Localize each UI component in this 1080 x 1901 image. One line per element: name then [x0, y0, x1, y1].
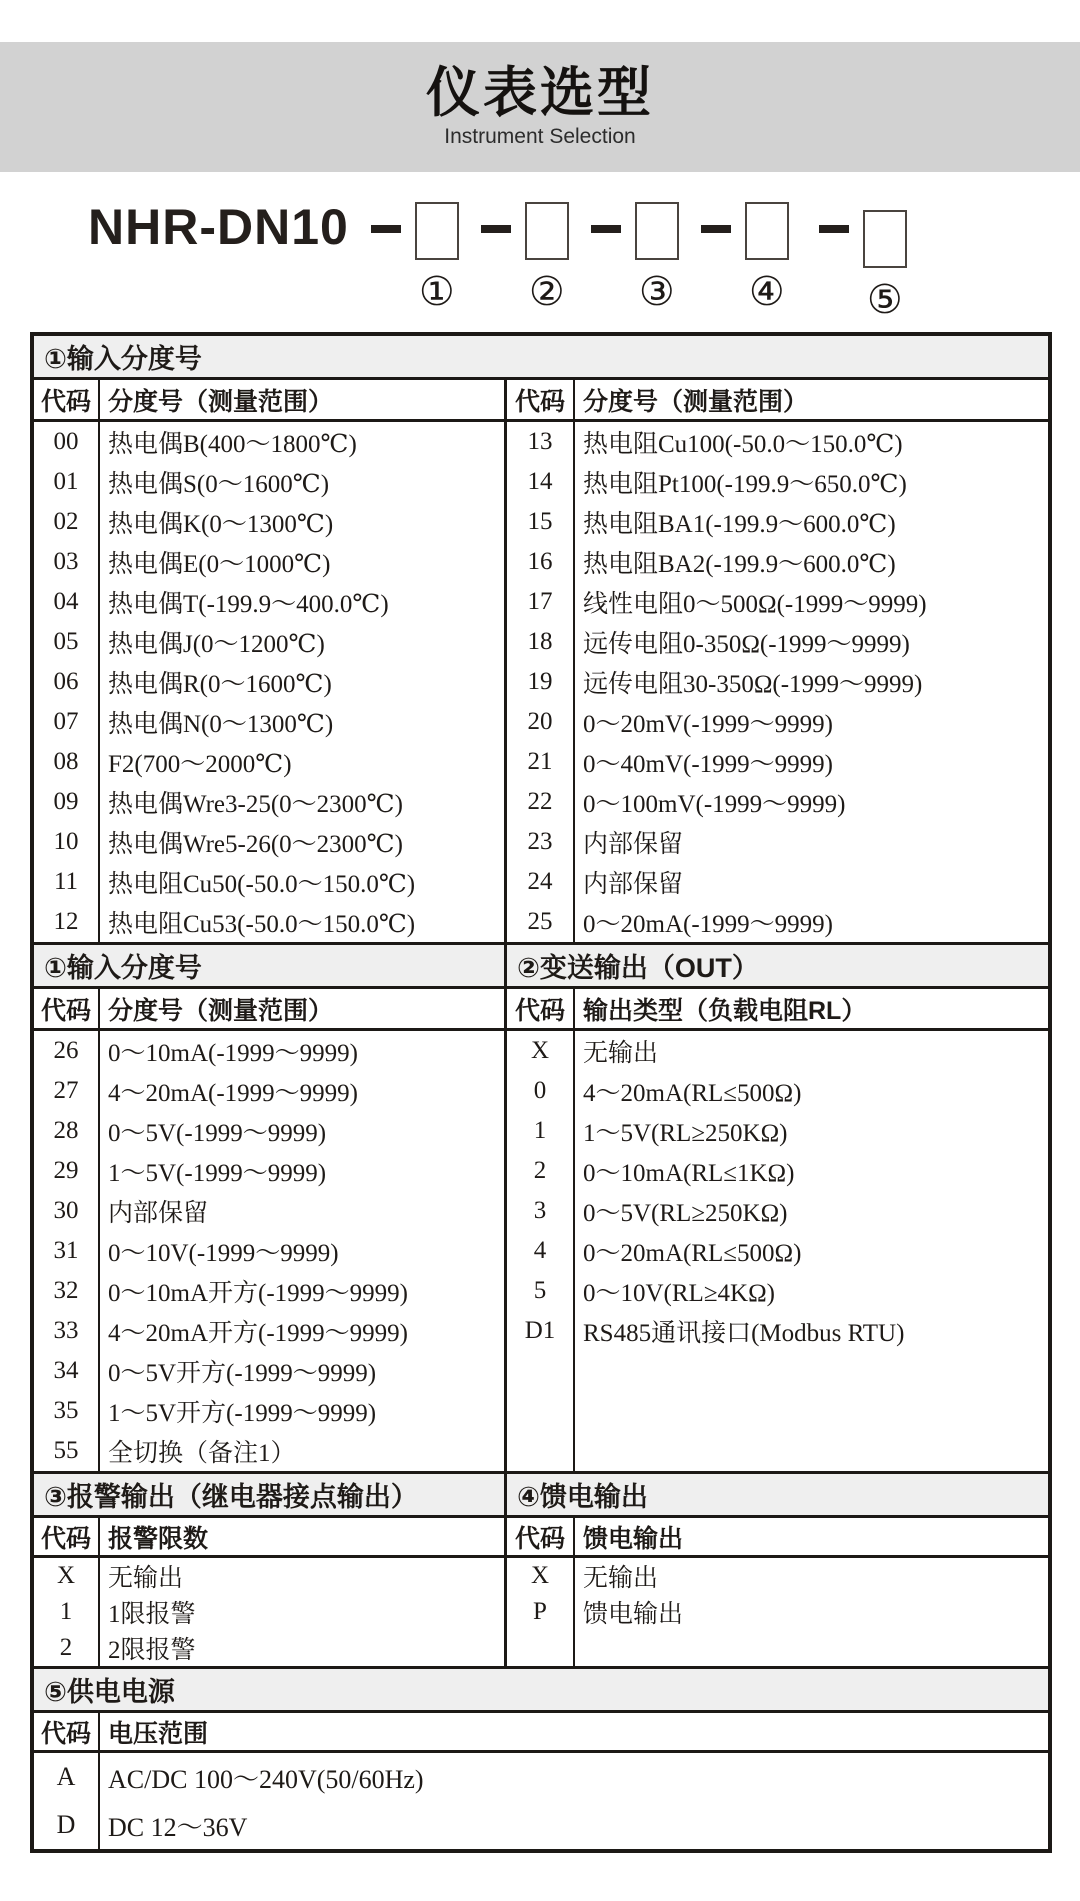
code-cell: 02: [53, 508, 79, 535]
desc-cell: 内部保留: [108, 1200, 209, 1227]
table-row: [34, 902, 504, 942]
dash-separator: [591, 225, 621, 233]
code-cell: D: [56, 1810, 76, 1839]
desc-cell: 全切换（备注1）: [108, 1440, 296, 1467]
table-row: [34, 1071, 504, 1111]
position-number: ①: [418, 269, 455, 315]
dash-separator: [701, 225, 731, 233]
table-row: [34, 1801, 1048, 1849]
desc-cell: RS485通讯接口(Modbus RTU): [583, 1320, 905, 1347]
section3-header-band: [34, 1474, 1048, 1518]
desc-cell: 0～5V(-1999～9999): [108, 1120, 327, 1147]
desc-cell: F2(700～2000℃): [108, 751, 292, 778]
column-divider: [573, 380, 575, 942]
code-cell: 1: [59, 1598, 73, 1625]
model-prefix: NHR-DN10: [88, 199, 349, 255]
table-row: [507, 1071, 1048, 1111]
dash-separator: [481, 225, 511, 233]
desc-cell: 0～20mA(RL≤500Ω): [583, 1240, 802, 1267]
section2-left-title: ①输入分度号: [34, 945, 507, 986]
desc-cell: 热电阻Cu100(-50.0～150.0℃): [583, 431, 903, 458]
model-position: [803, 198, 907, 323]
code-cell: 5: [533, 1277, 547, 1304]
column-header-row: [34, 380, 504, 422]
selection-table: [30, 332, 1052, 1853]
section3-right-title: ④馈电输出: [517, 1482, 648, 1512]
table-row: [507, 1191, 1048, 1231]
desc-cell: 馈电输出: [583, 1601, 684, 1628]
code-cell: 26: [53, 1037, 79, 1064]
table-row: [34, 1753, 1048, 1801]
code-cell: 0: [533, 1077, 547, 1104]
section3-left-half: [34, 1518, 507, 1666]
code-cell: 33: [53, 1317, 79, 1344]
table-row: [507, 622, 1048, 662]
section2-left-rows: [34, 1031, 504, 1471]
desc-cell: 2限报警: [108, 1637, 196, 1664]
code-cell: 27: [53, 1077, 79, 1104]
desc-cell: 0～10V(RL≥4KΩ): [583, 1280, 776, 1307]
model-position: [355, 198, 459, 315]
table-row: [34, 1351, 504, 1391]
code-cell: 09: [53, 788, 79, 815]
desc-column-header: 分度号（测量范围）: [108, 996, 334, 1025]
desc-cell: 1～5V开方(-1999～9999): [108, 1400, 377, 1427]
table-row: [34, 862, 504, 902]
desc-column-header: 馈电输出: [583, 1524, 684, 1553]
code-cell: X: [530, 1562, 550, 1589]
code-cell: 12: [53, 908, 79, 935]
model-code-box: [863, 210, 907, 268]
desc-cell: 热电偶J(0～1200℃): [108, 631, 325, 658]
code-column-header: 代码: [40, 1719, 91, 1748]
code-cell: 22: [527, 788, 553, 815]
table-row: [507, 902, 1048, 942]
table-row: [34, 1151, 504, 1191]
code-cell: 34: [53, 1357, 79, 1384]
column-divider: [98, 1518, 100, 1666]
desc-cell: 热电偶Wre3-25(0～2300℃): [108, 791, 403, 818]
code-cell: X: [530, 1037, 550, 1064]
desc-cell: 内部保留: [583, 831, 684, 858]
page-title: 仪表选型: [426, 63, 654, 124]
desc-cell: 无输出: [108, 1565, 184, 1592]
model-code-box: [525, 202, 569, 260]
section5-rows: [34, 1753, 1048, 1849]
desc-cell: 4～20mA(-1999～9999): [108, 1080, 358, 1107]
code-column-header: 代码: [514, 996, 565, 1025]
table-row: [507, 462, 1048, 502]
desc-cell: 热电偶E(0～1000℃): [108, 551, 331, 578]
model-position: [685, 198, 789, 315]
section1-right-half: [507, 380, 1048, 942]
desc-cell: 0～10mA(-1999～9999): [108, 1040, 358, 1067]
desc-cell: 1～5V(RL≥250KΩ): [583, 1120, 788, 1147]
table-row: [34, 1558, 504, 1594]
table-row: [507, 422, 1048, 462]
desc-column-header: 分度号（测量范围）: [108, 387, 334, 416]
code-cell: 16: [527, 548, 553, 575]
code-cell: 3: [533, 1197, 547, 1224]
code-cell: 05: [53, 628, 79, 655]
desc-cell: DC 12～36V: [108, 1812, 248, 1842]
section2-body: [34, 989, 1048, 1471]
desc-cell: 远传电阻0-350Ω(-1999～9999): [583, 631, 910, 658]
code-cell: 18: [527, 628, 553, 655]
table-row: [507, 1311, 1048, 1351]
column-header-row: [507, 1518, 1048, 1558]
desc-cell: 热电偶K(0～1300℃): [108, 511, 334, 538]
section5-full-width: [34, 1713, 1048, 1849]
desc-cell: 4～20mA开方(-1999～9999): [108, 1320, 408, 1347]
column-divider: [573, 1518, 575, 1666]
desc-cell: 热电偶S(0～1600℃): [108, 471, 330, 498]
code-cell: A: [56, 1762, 76, 1791]
desc-column-header: 电压范围: [108, 1719, 209, 1748]
model-positions: [349, 198, 907, 323]
table-row: [34, 822, 504, 862]
code-cell: 01: [53, 468, 79, 495]
table-row: [507, 1594, 1048, 1630]
table-row: [507, 1558, 1048, 1594]
code-cell: 04: [53, 588, 79, 615]
column-header-row: [507, 989, 1048, 1031]
code-cell: 4: [533, 1237, 547, 1264]
section2-right-rows: [507, 1031, 1048, 1351]
desc-cell: 热电偶N(0～1300℃): [108, 711, 334, 738]
code-cell: 29: [53, 1157, 79, 1184]
table-row: [507, 742, 1048, 782]
table-row: [34, 702, 504, 742]
table-row: [34, 1231, 504, 1271]
code-cell: 1: [533, 1117, 547, 1144]
desc-cell: 无输出: [583, 1040, 659, 1067]
table-row: [507, 502, 1048, 542]
code-cell: 21: [527, 748, 553, 775]
code-cell: 2: [533, 1157, 547, 1184]
desc-cell: 热电阻BA2(-199.9～600.0℃): [583, 551, 896, 578]
desc-cell: 热电偶T(-199.9～400.0℃): [108, 591, 389, 618]
table-row: [507, 702, 1048, 742]
model-code-box: [415, 202, 459, 260]
desc-cell: 热电偶R(0～1600℃): [108, 671, 332, 698]
column-header-row: [34, 1518, 504, 1558]
section1-right-rows: [507, 422, 1048, 942]
section2-left-half: [34, 989, 507, 1471]
code-cell: 15: [527, 508, 553, 535]
table-row: [34, 1311, 504, 1351]
code-column-header: 代码: [514, 1524, 565, 1553]
table-row: [34, 542, 504, 582]
desc-cell: 0～10mA(RL≤1KΩ): [583, 1160, 795, 1187]
table-row: [507, 1151, 1048, 1191]
code-cell: D1: [524, 1317, 556, 1344]
model-code-row: [88, 198, 907, 323]
table-row: [34, 1031, 504, 1071]
table-row: [34, 1191, 504, 1231]
code-cell: 28: [53, 1117, 79, 1144]
code-cell: 55: [53, 1437, 79, 1464]
table-row: [34, 742, 504, 782]
model-code-box: [745, 202, 789, 260]
section5-title: ⑤供电电源: [44, 1677, 175, 1707]
desc-cell: 热电阻Cu50(-50.0～150.0℃): [108, 871, 416, 898]
desc-cell: 1限报警: [108, 1601, 196, 1628]
section-power-supply: [34, 1666, 1048, 1849]
table-row: [34, 422, 504, 462]
section2-header-band: [34, 945, 1048, 989]
position-number: ④: [748, 269, 785, 315]
section5-header-band: [34, 1669, 1048, 1713]
desc-cell: 0～5V(RL≥250KΩ): [583, 1200, 788, 1227]
page-subtitle: Instrument Selection: [444, 124, 636, 148]
table-row: [507, 542, 1048, 582]
model-position: [575, 198, 679, 315]
table-row: [507, 822, 1048, 862]
code-cell: 25: [527, 908, 553, 935]
section-input-graduation: [34, 336, 1048, 942]
section5-body: [34, 1713, 1048, 1849]
code-cell: 35: [53, 1397, 79, 1424]
desc-cell: 0～20mV(-1999～9999): [583, 711, 833, 738]
table-row: [34, 622, 504, 662]
code-cell: 00: [53, 428, 79, 455]
code-cell: 06: [53, 668, 79, 695]
table-row: [34, 782, 504, 822]
column-divider: [98, 380, 100, 942]
section1-left-half: [34, 380, 507, 942]
desc-cell: 0～5V开方(-1999～9999): [108, 1360, 377, 1387]
column-header-row: [34, 989, 504, 1031]
code-cell: 11: [53, 868, 79, 895]
desc-cell: AC/DC 100～240V(50/60Hz): [108, 1764, 424, 1794]
table-row: [507, 1231, 1048, 1271]
code-column-header: 代码: [40, 387, 91, 416]
code-cell: 2: [59, 1634, 73, 1661]
table-row: [507, 662, 1048, 702]
desc-column-header: 分度号（测量范围）: [583, 387, 809, 416]
code-cell: 20: [527, 708, 553, 735]
table-row: [34, 1391, 504, 1431]
desc-cell: 4～20mA(RL≤500Ω): [583, 1080, 802, 1107]
code-cell: 32: [53, 1277, 79, 1304]
section3-left-rows: [34, 1558, 504, 1666]
section3-right-half: [507, 1518, 1048, 1666]
table-row: [34, 1594, 504, 1630]
desc-cell: 热电阻BA1(-199.9～600.0℃): [583, 511, 896, 538]
desc-cell: 0～10V(-1999～9999): [108, 1240, 339, 1267]
column-header-row: [507, 380, 1048, 422]
section1-header-band: [34, 336, 1048, 380]
section-transmit-output: [34, 942, 1048, 1471]
desc-cell: 热电偶B(400～1800℃): [108, 431, 357, 458]
section1-body: [34, 380, 1048, 942]
desc-cell: 0～10mA开方(-1999～9999): [108, 1280, 408, 1307]
dash-separator: [819, 225, 849, 233]
section2-right-title: ②变送输出（OUT）: [517, 953, 759, 983]
code-cell: 24: [527, 868, 553, 895]
model-code-box: [635, 202, 679, 260]
code-cell: 08: [53, 748, 79, 775]
code-cell: 13: [527, 428, 553, 455]
section1-left-rows: [34, 422, 504, 942]
code-cell: 19: [527, 668, 553, 695]
table-row: [34, 1271, 504, 1311]
code-cell: P: [533, 1598, 547, 1625]
position-number: ③: [638, 269, 675, 315]
desc-cell: 1～5V(-1999～9999): [108, 1160, 327, 1187]
desc-cell: 无输出: [583, 1565, 659, 1592]
code-column-header: 代码: [514, 387, 565, 416]
desc-column-header: 报警限数: [108, 1524, 209, 1553]
code-cell: 31: [53, 1237, 79, 1264]
desc-cell: 0～20mA(-1999～9999): [583, 911, 833, 938]
table-row: [507, 582, 1048, 622]
code-cell: 30: [53, 1197, 79, 1224]
column-divider: [573, 989, 575, 1471]
code-column-header: 代码: [40, 1524, 91, 1553]
table-row: [507, 1031, 1048, 1071]
table-row: [34, 1431, 504, 1471]
desc-cell: 0～40mV(-1999～9999): [583, 751, 833, 778]
table-row: [34, 582, 504, 622]
desc-cell: 0～100mV(-1999～9999): [583, 791, 846, 818]
dash-separator: [371, 225, 401, 233]
desc-cell: 热电偶Wre5-26(0～2300℃): [108, 831, 403, 858]
section2-right-half: [507, 989, 1048, 1471]
desc-cell: 内部保留: [583, 871, 684, 898]
code-cell: 10: [53, 828, 79, 855]
code-cell: X: [56, 1562, 76, 1589]
desc-cell: 热电阻Cu53(-50.0～150.0℃): [108, 911, 416, 938]
table-row: [34, 662, 504, 702]
code-cell: 03: [53, 548, 79, 575]
table-row: [507, 1271, 1048, 1311]
desc-cell: 远传电阻30-350Ω(-1999～9999): [583, 671, 923, 698]
position-number: ②: [528, 269, 565, 315]
code-cell: 23: [527, 828, 553, 855]
table-row: [507, 862, 1048, 902]
model-position: [465, 198, 569, 315]
section3-left-title: ③报警输出（继电器接点输出）: [34, 1474, 507, 1515]
table-row: [34, 462, 504, 502]
column-divider: [98, 989, 100, 1471]
table-row: [34, 1111, 504, 1151]
desc-cell: 热电阻Pt100(-199.9～650.0℃): [583, 471, 907, 498]
code-column-header: 代码: [40, 996, 91, 1025]
position-number: ⑤: [866, 277, 903, 323]
desc-column-header: 输出类型（负载电阻RL）: [583, 996, 867, 1025]
section3-body: [34, 1518, 1048, 1666]
title-band: [0, 42, 1080, 172]
column-divider: [98, 1713, 100, 1849]
table-row: [34, 502, 504, 542]
code-cell: 14: [527, 468, 553, 495]
code-cell: 07: [53, 708, 79, 735]
table-row: [34, 1630, 504, 1666]
section-alarm-feed-output: [34, 1471, 1048, 1666]
section1-title: ①输入分度号: [44, 344, 202, 374]
column-header-row: [34, 1713, 1048, 1753]
table-row: [507, 782, 1048, 822]
table-row: [507, 1111, 1048, 1151]
desc-cell: 线性电阻0～500Ω(-1999～9999): [583, 591, 927, 618]
section3-right-rows: [507, 1558, 1048, 1630]
code-cell: 17: [527, 588, 553, 615]
